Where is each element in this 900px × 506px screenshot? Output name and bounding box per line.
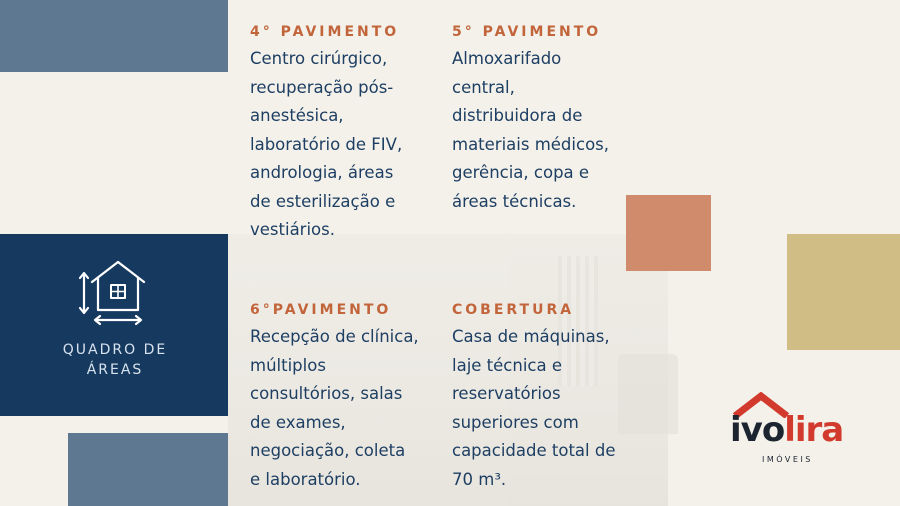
section-body [250, 323, 430, 494]
body-line: Recepção de clínica, [250, 327, 419, 346]
decorative-block-terracotta [626, 195, 711, 271]
body-line: e laboratório. [250, 469, 361, 489]
body-line: central, [452, 77, 515, 97]
body-line: múltiplos [250, 355, 326, 375]
body-line: Centro cirúrgico, [250, 49, 388, 68]
body-line: recuperação pós- [250, 77, 394, 97]
logo-part-ivo: ivo [730, 410, 785, 450]
body-line: capacidade total de [452, 441, 616, 460]
body-line: andrologia, áreas [250, 163, 394, 182]
body-line: gerência, copa e [452, 163, 590, 182]
decorative-block-gold [787, 234, 900, 350]
body-line: áreas técnicas. [452, 191, 577, 211]
section-cobertura [452, 302, 632, 494]
body-line: de exames, [250, 412, 346, 432]
section-4-pavimento [250, 24, 425, 245]
body-line: anestésica, [250, 106, 344, 125]
body-line: vestiários. [250, 220, 335, 239]
body-line: 70 m³. [452, 469, 507, 489]
section-6-pavimento [250, 302, 430, 494]
logo-subtitle: IMÓVEIS [762, 455, 813, 464]
decorative-block-bottom [68, 433, 228, 506]
body-line: de esterilização e [250, 191, 396, 211]
house-dimensions-icon [78, 258, 146, 328]
section-body [250, 45, 425, 245]
body-line: distribuidora de [452, 106, 583, 125]
decorative-block-top [0, 0, 228, 72]
quadro-title-line-1: QUADRO DE [62, 342, 168, 358]
logo-wordmark [730, 412, 843, 448]
section-heading: 6°PAVIMENTO [250, 302, 392, 318]
quadro-de-areas-title [40, 340, 190, 380]
logo-part-lira: lira [784, 410, 844, 450]
body-line: consultórios, salas [250, 384, 403, 403]
body-line: negociação, coleta [250, 441, 406, 460]
body-line: Almoxarifado [452, 49, 562, 68]
section-heading: COBERTURA [452, 302, 575, 318]
section-heading: 4° PAVIMENTO [250, 24, 400, 40]
section-heading: 5° PAVIMENTO [452, 24, 602, 40]
body-line: laboratório de FIV, [250, 134, 403, 154]
quadro-title-line-2: ÁREAS [86, 362, 144, 378]
section-body [452, 45, 627, 216]
body-line: laje técnica e [452, 355, 562, 375]
body-line: reservatórios [452, 384, 561, 403]
body-line: superiores com [452, 412, 579, 432]
body-line: Casa de máquinas, [452, 327, 610, 346]
ivo-lira-logo [730, 390, 844, 470]
body-line: materiais médicos, [452, 134, 609, 154]
section-5-pavimento [452, 24, 627, 216]
section-body [452, 323, 632, 494]
